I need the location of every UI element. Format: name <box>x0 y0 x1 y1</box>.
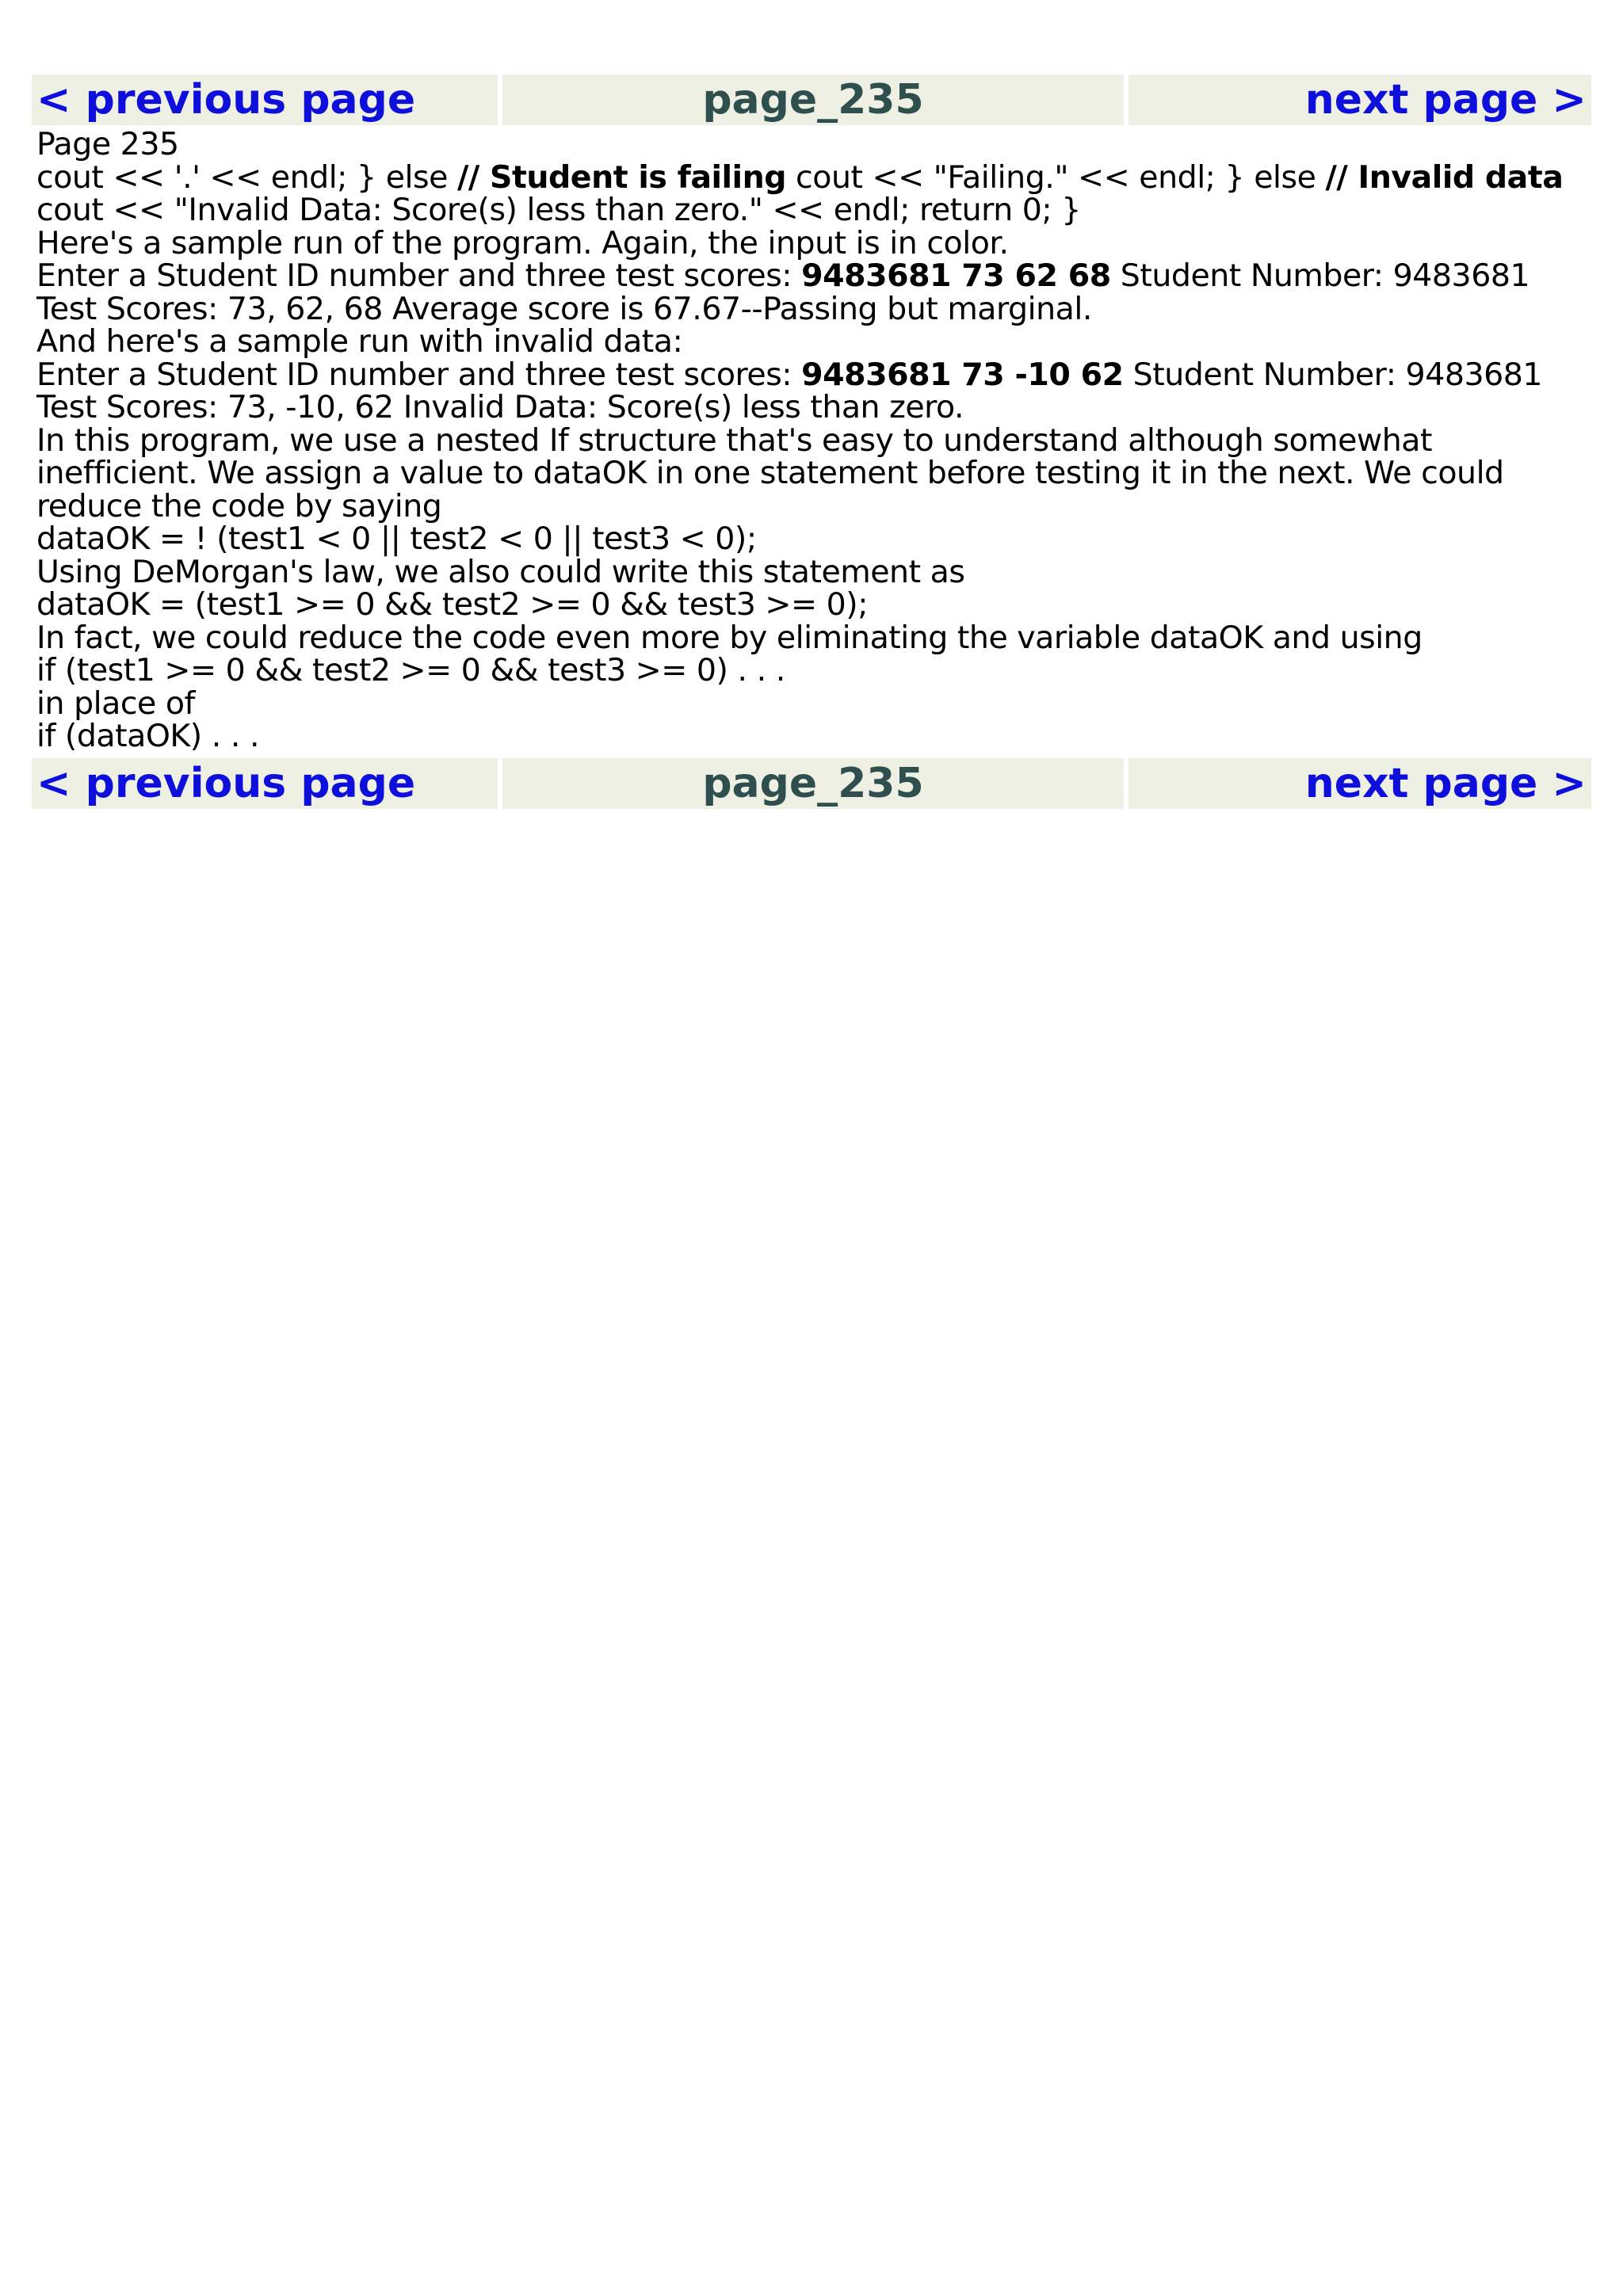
code-line-4: if (test1 >= 0 && test2 >= 0 && test3 >= 0) . . . <box>36 652 785 688</box>
sample-run-2 <box>36 356 1587 425</box>
bottom-nav-page-cell <box>502 758 1124 809</box>
code-1-comment-failing: // Student is failing <box>456 158 786 196</box>
top-next-page-link[interactable]: next page > <box>1304 76 1587 124</box>
page-content <box>32 125 1591 758</box>
top-nav-next-cell <box>1128 74 1591 125</box>
run-2-input: 9483681 73 -10 62 <box>801 356 1124 393</box>
bottom-next-page-link[interactable]: next page > <box>1304 759 1587 807</box>
bottom-previous-page-link[interactable]: < previous page <box>36 759 416 807</box>
top-page-indicator: page_235 <box>702 76 924 124</box>
code-line-5: if (dataOK) . . . <box>36 718 260 754</box>
paragraph-4: in place of <box>36 685 195 722</box>
run-2-output: Student Number: 9483681 Test Scores: 73, -10, 62 Invalid Data: Score(s) less than zero. <box>36 356 1542 425</box>
top-nav-previous-cell <box>32 74 498 125</box>
top-previous-page-link[interactable]: < previous page <box>36 76 416 124</box>
run-2-prompt: Enter a Student ID number and three test scores: <box>36 356 802 393</box>
bottom-nav-next-cell <box>1128 758 1591 809</box>
run-1-output: Student Number: 9483681 Test Scores: 73, 62, 68 Average score is 67.67--Passing but marginal. <box>36 257 1530 327</box>
bottom-navbar <box>32 758 1591 809</box>
sample-run-1 <box>36 257 1587 327</box>
bottom-page-indicator: page_235 <box>702 759 924 807</box>
code-block-1 <box>36 158 1587 228</box>
code-line-3: dataOK = (test1 >= 0 && test2 >= 0 && test3 >= 0); <box>36 586 869 623</box>
bottom-nav-previous-cell <box>32 758 498 809</box>
paragraph-1: In this program, we use a nested If structure that's easy to understand although somewhat inefficient. We assign a value to dataOK in one statement before testing it in the next. We could reduce the code by saying <box>36 421 1504 524</box>
invalid-intro: And here's a sample run with invalid data: <box>36 323 683 360</box>
page-label: Page 235 <box>36 126 179 162</box>
code-1-part-a: cout << '.' << endl; } else <box>36 158 457 196</box>
top-nav-page-cell <box>502 74 1124 125</box>
sample-intro: Here's a sample run of the program. Again, the input is in color. <box>36 224 1009 261</box>
code-1-part-e: cout << "Invalid Data: Score(s) less than zero." << endl; return 0; } <box>36 192 1081 228</box>
code-1-part-c: cout << "Failing." << endl; } else <box>786 158 1326 196</box>
code-1-comment-invalid: // Invalid data <box>1325 158 1564 196</box>
code-line-2: dataOK = ! (test1 < 0 || test2 < 0 || test3 < 0); <box>36 521 757 557</box>
top-navbar <box>32 74 1591 125</box>
paragraph-3: In fact, we could reduce the code even more by eliminating the variable dataOK and using <box>36 619 1423 656</box>
run-1-input: 9483681 73 62 68 <box>801 257 1111 294</box>
paragraph-2: Using DeMorgan's law, we also could write this statement as <box>36 553 965 590</box>
run-1-prompt: Enter a Student ID number and three test scores: <box>36 257 802 294</box>
page <box>32 74 1591 809</box>
